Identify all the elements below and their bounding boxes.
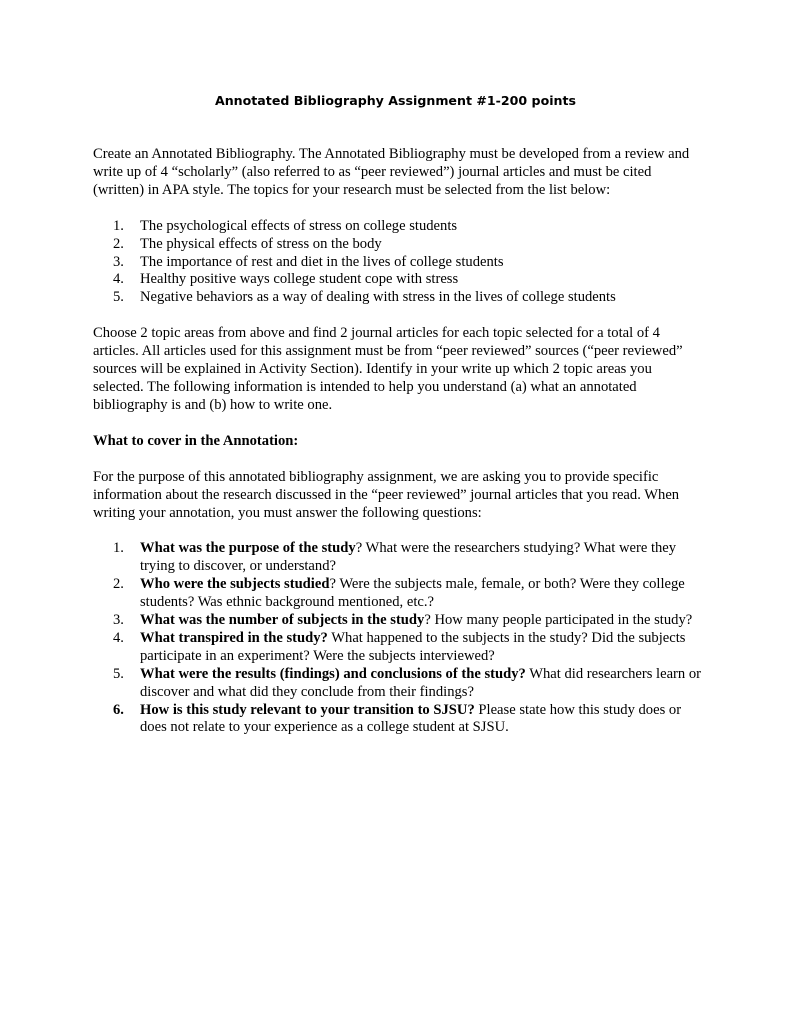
question-bold-text: How is this study relevant to your transition to SJSU? (140, 701, 475, 718)
topic-text: The psychological effects of stress on college students (140, 217, 458, 234)
question-bold-text: What were the results (findings) and conclusions of the study? (140, 665, 526, 682)
purpose-paragraph: For the purpose of this annotated bibliography assignment, we are asking you to provide specific information about the research discussed in the “peer reviewed” journal articles that you read. When writing your annotation, you must answer the following questions: (93, 468, 680, 521)
intro-paragraph: Create an Annotated Bibliography. The Annotated Bibliography must be developed from a review and write up of 4 “scholarly” (also referred to as “peer reviewed”) journal articles and must be cited (written) in APA style. The topics for your research must be selected from the list below: (93, 146, 690, 198)
question-item (93, 540, 703, 576)
question-bold-text: What transpired in the study? (140, 629, 328, 646)
question-text: What did researchers learn or discover and what did they conclude from their findings? (140, 665, 702, 700)
question-item (93, 666, 703, 702)
choose-paragraph: Choose 2 topic areas from above and find 2 journal articles for each topic selected for a total of 4 articles. All articles used for this assignment must be from “peer reviewed” sources (“peer reviewed” sources will be explained in Activity Section). Identify in your write up which 2 topic areas you selected. The following information is intended to help you understand (a) what an annotated bibliography is and (b) how to write one. (93, 325, 683, 413)
topic-item (93, 218, 703, 236)
question-bold-text: Who were the subjects studied (140, 576, 330, 593)
list-number: 2. (113, 235, 124, 252)
topic-item (93, 254, 703, 272)
annotation-heading: What to cover in the Annotation: (93, 432, 299, 449)
question-text: ? Were the subjects male, female, or both? Were they college students? Was ethnic background mentioned, etc.? (140, 576, 685, 611)
question-list (93, 540, 703, 737)
question-text: ? How many people participated in the study? (424, 612, 693, 629)
list-number: 3. (113, 253, 124, 270)
topic-list (93, 218, 703, 308)
document-title: Annotated Bibliography Assignment #1-200 points (214, 93, 577, 108)
list-number: 5. (113, 289, 124, 306)
question-item (93, 612, 703, 630)
list-number: 4. (113, 629, 124, 646)
topic-text: The importance of rest and diet in the lives of college students (140, 253, 504, 270)
topic-text: Negative behaviors as a way of dealing with stress in the lives of college students (140, 289, 616, 306)
question-text: Please state how this study does or does not relate to your experience as a college student at SJSU. (140, 701, 682, 736)
question-bold-text: What was the purpose of the study (140, 540, 356, 557)
list-number: 1. (113, 540, 124, 557)
list-number: 5. (113, 665, 124, 682)
question-bold-text: What was the number of subjects in the study (140, 612, 425, 629)
list-number: 2. (113, 576, 124, 593)
topic-item (93, 271, 703, 289)
topic-item (93, 289, 703, 307)
question-item (93, 576, 703, 612)
list-number: 6. (113, 701, 124, 718)
topic-text: Healthy positive ways college student cope with stress (140, 271, 459, 288)
question-text: What happened to the subjects in the study? Did the subjects participate in an experiment? Were the subjects interviewed? (140, 629, 686, 664)
question-text: ? What were the researchers studying? What were they trying to discover, or understand? (140, 540, 677, 575)
question-item (93, 702, 703, 738)
list-number: 3. (113, 612, 124, 629)
question-item (93, 630, 703, 666)
document-body (93, 146, 703, 737)
list-number: 4. (113, 271, 124, 288)
list-number: 1. (113, 217, 124, 234)
topic-text: The physical effects of stress on the body (140, 235, 382, 252)
topic-item (93, 236, 703, 254)
